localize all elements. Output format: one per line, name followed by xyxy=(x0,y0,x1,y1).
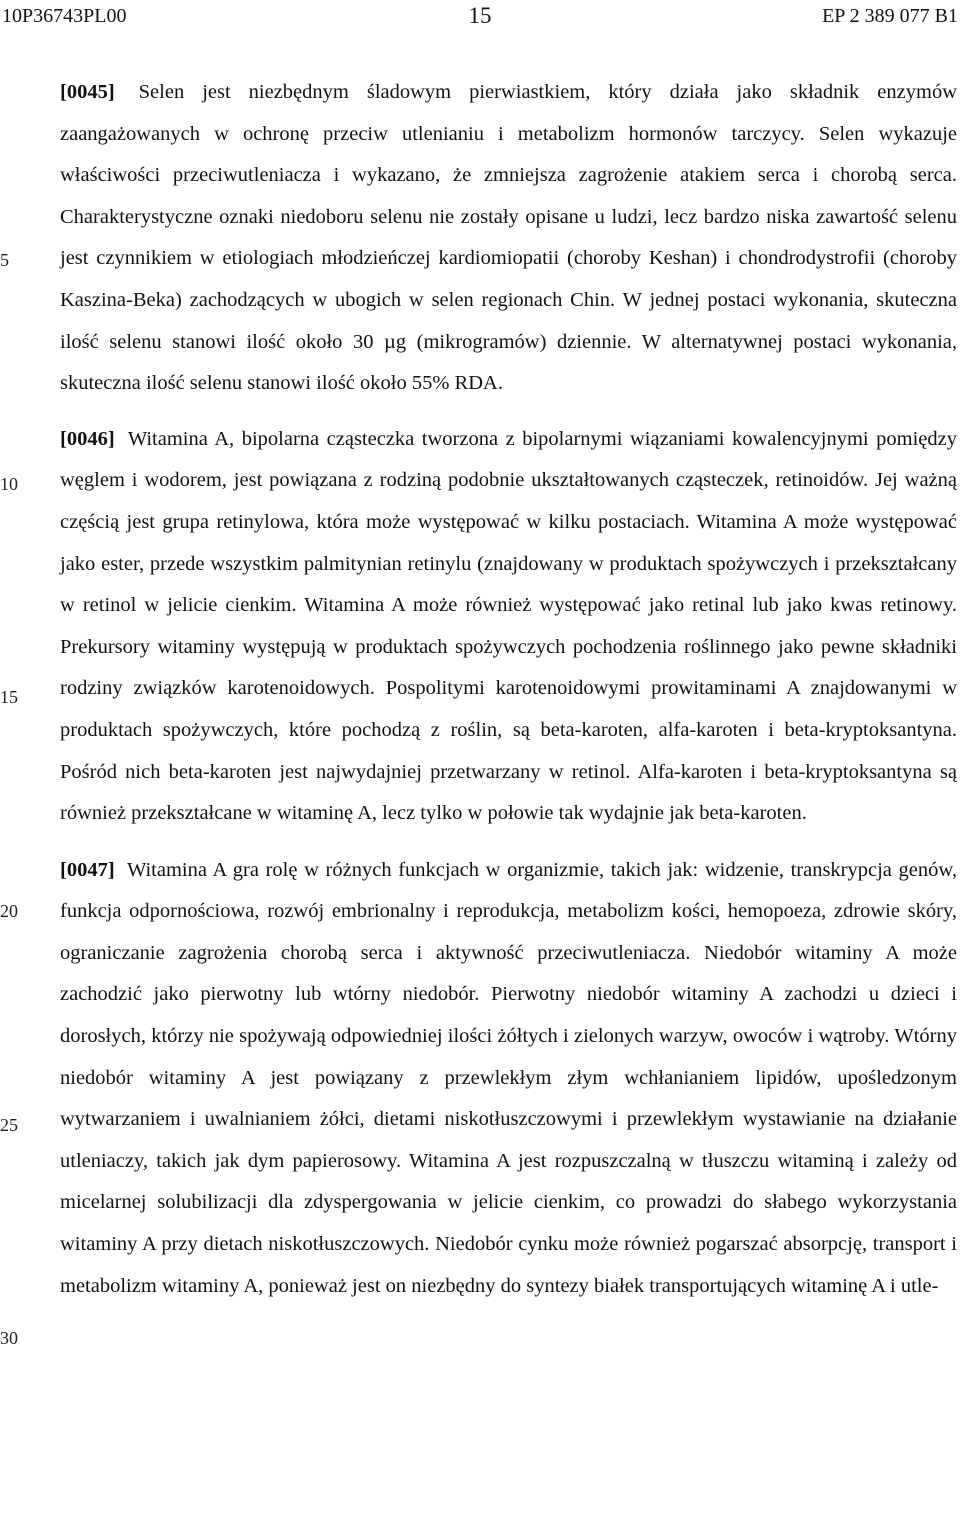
paragraph-id: [0045] xyxy=(60,81,115,103)
paragraph-0046 xyxy=(60,419,957,835)
paragraph-text: Witamina A gra rolę w różnych funkcjach w organizmie, takich jak: widzenie, transkrypcja genów, funkcja odpornościowa, rozwój embrionalny i reprodukcja, metabolizm kości, hemopoeza, zdrowie skóry, ograniczanie zagrożenia chorobą serca i aktywność przeciwutleniacza. Niedobór witaminy A może zachodzić jako pierwotny lub wtórny niedobór. Pierwotny niedobór witaminy A zachodzi u dzieci i dorosłych, którzy nie spożywają odpowiedniej ilości żółtych i zielonych warzyw, owoców i wątroby. Wtórny niedobór witaminy A jest powiązany z przewlekłym złym wchłanianiem lipidów, upośledzonym wytwarzaniem i uwalnianiem żółci, dietami niskotłuszczowymi i przewlekłym wystawianie na działanie utleniaczy, takich jak dym papierosowy. Witamina A jest rozpuszczalną w tłuszczu witaminą i zależy od micelarnej solubilizacji dla zdyspergowania w jelicie cienkim, co prowadzi do słabego wykorzystania witaminy A przy dietach niskotłuszczowych. Niedobór cynku może również pogarszać absorpcję, transport i metabolizm witaminy A, ponieważ jest on niezbędny do syntezy białek transportujących witaminę A i utle- xyxy=(60,858,957,1297)
paragraph-0047 xyxy=(60,850,957,1308)
paragraph-text: Selen jest niezbędnym śladowym pierwiastkiem, który działa jako składnik enzymów zaangażowanych w ochronę przeciw utlenianiu i metabolizm hormonów tarczycy. Selen wykazuje właściwości przeciwutleniacza i wykazano, że zmniejsza zagrożenie atakiem serca i chorobą serca. Charakterystyczne oznaki niedoboru selenu nie zostały opisane u ludzi, lecz bardzo niska zawartość selenu jest czynnikiem w etiologiach młodzieńczej kardiomiopatii (choroby Keshan) i chondrodystrofii (choroby Kaszina-Beka) zachodzących w ubogich w selen regionach Chin. W jednej postaci wykonania, skuteczna ilość selenu stanowi ilość około 30 µg (mikrogramów) dziennie. W alternatywnej postaci wykonania, skuteczna ilość selenu stanowi ilość około 55% RDA. xyxy=(60,81,958,395)
line-number: 5 xyxy=(0,250,9,270)
document-body xyxy=(60,72,957,1307)
paragraph-id: [0047] xyxy=(60,858,115,881)
patent-number: EP 2 389 077 B1 xyxy=(822,5,958,27)
page-header xyxy=(0,2,960,30)
line-number: 30 xyxy=(0,1328,18,1348)
line-number: 20 xyxy=(0,901,18,921)
line-number: 25 xyxy=(0,1115,18,1135)
line-number: 10 xyxy=(0,474,18,494)
paragraph-0045 xyxy=(60,72,957,405)
line-number: 15 xyxy=(0,687,18,707)
page-number: 15 xyxy=(468,3,492,28)
document-code: 10P36743PL00 xyxy=(2,5,127,27)
paragraph-text: Witamina A, bipolarna cząsteczka tworzona z bipolarnymi wiązaniami kowalencyjnymi pomiędzy węglem i wodorem, jest powiązana z rodziną podobnie ukształtowanych cząsteczek, retinoidów. Jej ważną częścią jest grupa retinylowa, która może występować w kilku postaciach. Witamina A może występować jako ester, przede wszystkim palmitynian retinylu (znajdowany w produktach spożywczych i przekształcany w retinol w jelicie cienkim. Witamina A może również występować jako retinal lub jako kwas retinowy. Prekursory witaminy występują w produktach spożywczych pochodzenia roślinnego jako pewne składniki rodziny związków karotenoidowych. Pospolitymi karotenoidowymi prowitaminami A znajdowanymi w produktach spożywczych, które pochodzą z roślin, są beta-karoten, alfa-karoten i beta-kryptoksantyna. Pośród nich beta-karoten jest najwydajniej przetwarzany w retinol. Alfa-karoten i beta-kryptoksantyna są również przekształcane w witaminę A, lecz tylko w połowie tak wydajnie jak beta-karoten. xyxy=(60,427,957,825)
paragraph-id: [0046] xyxy=(60,427,115,450)
